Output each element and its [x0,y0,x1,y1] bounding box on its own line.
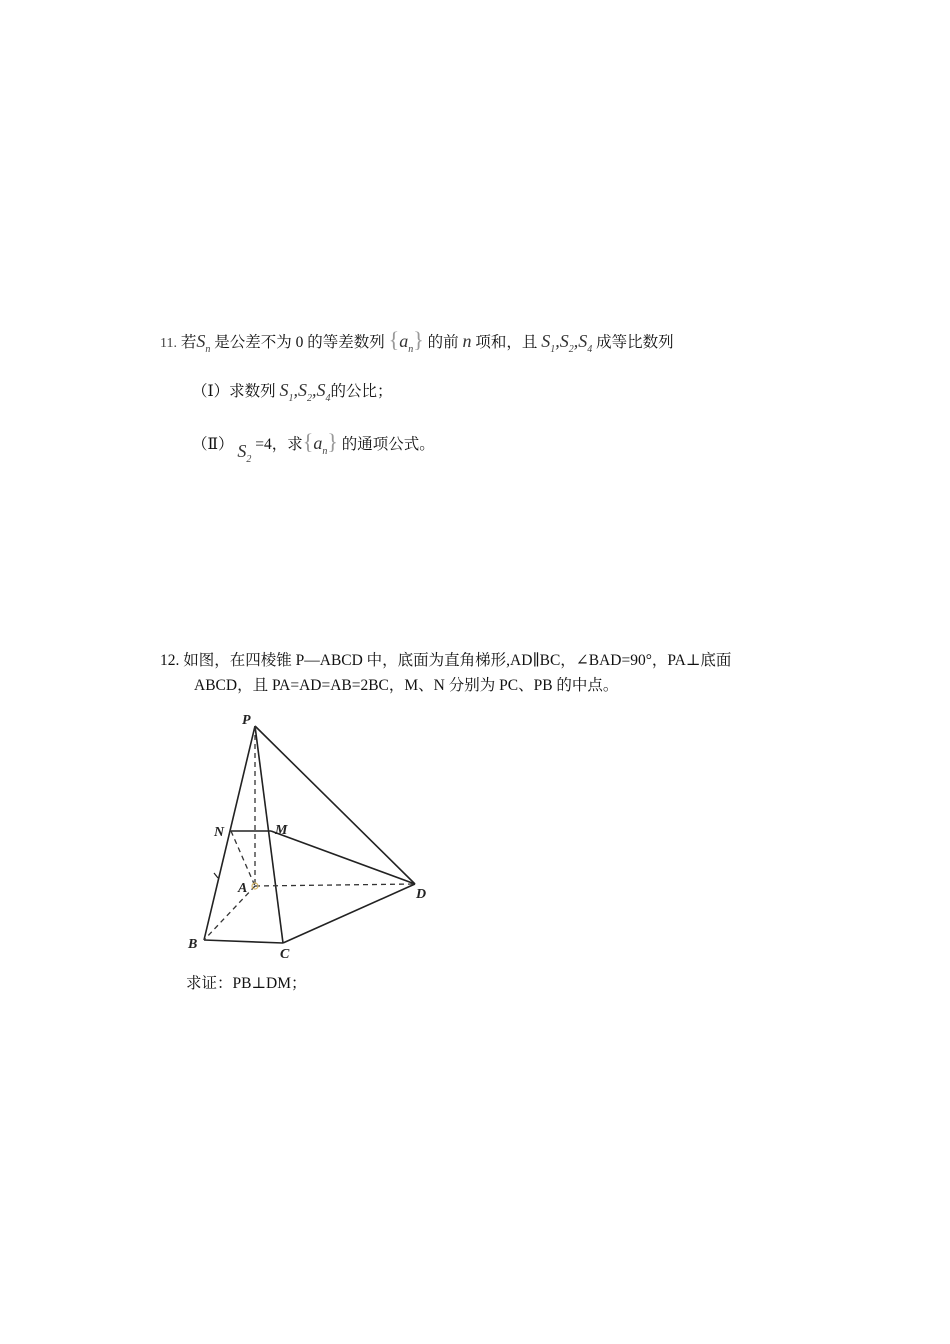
edge-pd [255,726,415,884]
edge-bc [204,940,283,943]
pyramid-figure [180,708,440,958]
edge-cd [283,884,415,943]
part1-label: （Ⅰ） [192,383,230,400]
part2-text-a: =4，求 [255,436,303,453]
edge-pb [204,726,255,940]
n-symbol: n [462,331,472,351]
q12-prove: 求证：PB⊥DM； [186,975,307,992]
part2-label: （Ⅱ） [192,436,234,453]
s2-symbol: $S_2$ [237,441,252,465]
label-d: D [416,887,427,902]
q11-part1 [192,380,393,409]
q11-stem-a: 是公差不为 0 的等差数列 [214,334,385,351]
label-p: P [242,713,251,728]
q11-part2: （Ⅱ） $S_2 =4$，求$\{a_n\}$ 的通项公式。 [192,429,435,465]
q12-line1: 12. 如图，在四棱锥 P—ABCD 中，底面为直角梯形,AD∥BC，∠BAD=90°，PA⊥底面 [160,652,732,669]
q12-line2: ABCD，且 PA=AD=AB=2BC，M、N 分别为 PC、PB 的中点。 [194,677,619,694]
q11-ruo: 若 [180,334,197,351]
s1-s2-s4: $S_1,S_2,S_4$ [541,331,593,355]
segment-na-dashed [231,831,255,886]
part2-text-b: 的通项公式。 [341,436,435,453]
an-symbol: $a_n$ [399,331,414,355]
part1-text-b: 的公比； [330,383,393,400]
tick-mark [214,873,218,878]
q11-stem-b: 的前 [427,334,459,351]
edge-ad-dashed [255,884,415,886]
q11-stem: 11. 若$S_n$ 是公差不为 0 的等差数列 $\{a_n\}$ 的前 n 项和，且 $S_1,S_2,S_4$ 成等比数列 [160,327,674,355]
label-n: N [214,825,225,840]
edge-ab-dashed [204,886,255,940]
q11-stem-c: 项和，且 [475,334,538,351]
label-b: B [188,937,198,952]
part2-an-symbol: $a_n$ [313,433,328,457]
q11-stem-d: 成等比数列 [596,334,674,351]
sn-symbol: $S_n$ [196,331,211,355]
label-c: C [280,947,290,958]
part1-s1-s2-s4: $S_1,S_2,S_4$ [279,380,331,404]
label-a: A [238,881,248,896]
part1-text-a: 求数列 [229,383,276,400]
segment-md [271,831,415,884]
label-m: M [275,823,288,838]
q11-number: 11. [160,336,177,351]
